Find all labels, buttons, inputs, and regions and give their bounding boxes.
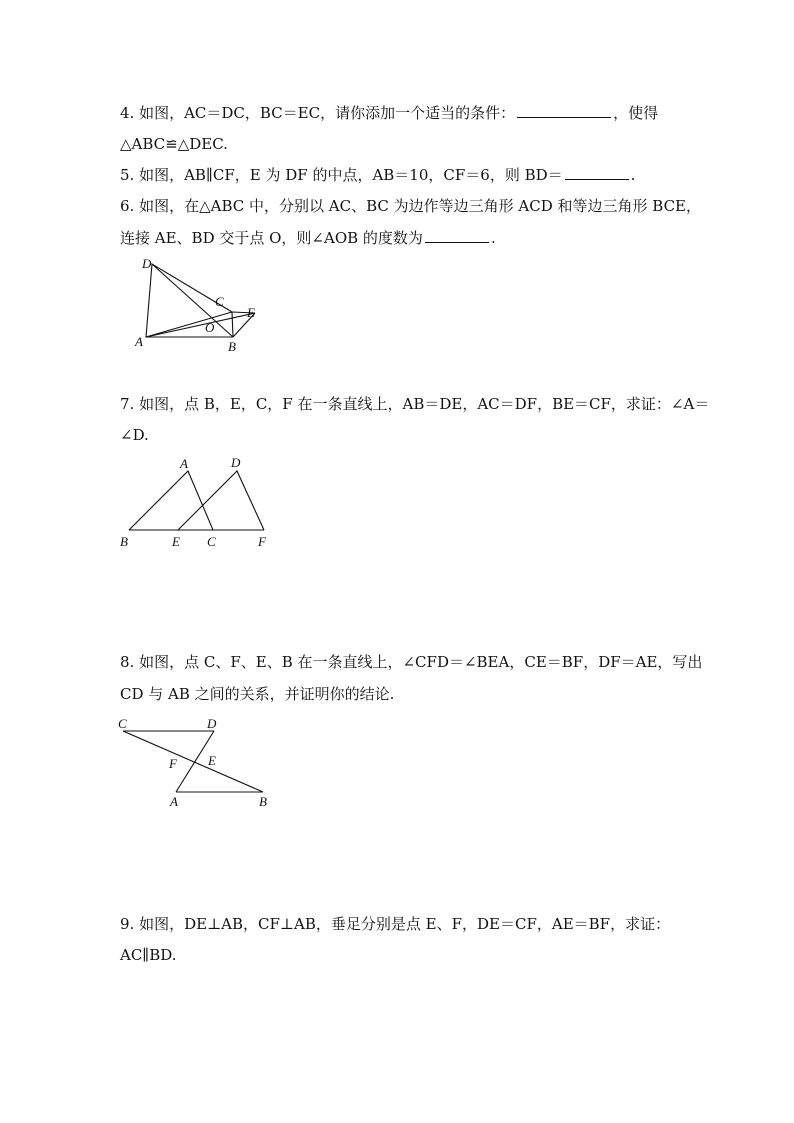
problem-7-line-1 <box>120 394 709 414</box>
label-d: D <box>231 455 241 470</box>
problem-4-answer-blank[interactable] <box>517 102 611 118</box>
problem-9-text-end: AC∥BD. <box>120 946 177 964</box>
label-d: D <box>207 716 217 731</box>
problem-8-line-2 <box>120 684 394 704</box>
label-e: E <box>172 534 180 549</box>
problem-7-line-2 <box>120 425 149 445</box>
label-c: C <box>215 294 224 309</box>
problem-8-number: 8. <box>120 653 135 671</box>
problem-5-number: 5. <box>120 166 135 184</box>
label-e: E <box>208 753 216 768</box>
problem-6-answer-blank[interactable] <box>425 227 489 243</box>
label-a: A <box>170 794 178 809</box>
problem-4-text: 如图，AC＝DC，BC＝EC，请你添加一个适当的条件： <box>139 104 516 122</box>
problem-5-text: 如图，AB∥CF，E 为 DF 的中点，AB＝10，CF＝6，则 BD＝ <box>139 166 563 184</box>
problem-9-line-2 <box>120 945 177 965</box>
problem-9-number: 9. <box>120 915 135 933</box>
figure-6-diagram <box>130 252 270 356</box>
problem-6-number: 6. <box>120 197 135 215</box>
problem-9-line-1 <box>120 914 670 934</box>
label-c: C <box>118 716 127 731</box>
problem-6-line-1 <box>120 196 701 216</box>
figure-7-diagram <box>115 452 280 552</box>
problem-8-text: 如图，点 C、F、E、B 在一条直线上，∠CFD＝∠BEA，CE＝BF，DF＝AE，写出 <box>139 653 703 671</box>
label-a: A <box>135 334 143 349</box>
problem-8-text-end: CD 与 AB 之间的关系，并证明你的结论. <box>120 685 395 703</box>
problem-6-text: 如图，在△ABC 中，分别以 AC、BC 为边作等边三角形 ACD 和等边三角形 BCE， <box>139 197 702 215</box>
problem-5-line-1 <box>120 164 635 185</box>
label-a: A <box>180 456 188 471</box>
label-f: F <box>169 756 177 771</box>
label-b: B <box>259 794 267 809</box>
problem-7-text-end: ∠D. <box>120 426 149 444</box>
label-d: D <box>142 256 152 271</box>
label-b: B <box>228 339 236 354</box>
problem-6-line-2 <box>120 227 496 248</box>
problem-4-text-cont: ，使得 <box>613 104 659 122</box>
problem-4-number: 4. <box>120 104 135 122</box>
problem-5-text-end: . <box>630 166 636 184</box>
problem-9-text: 如图，DE⊥AB，CF⊥AB，垂足分别是点 E、F，DE＝CF，AE＝BF，求证： <box>139 915 671 933</box>
label-e: E <box>247 305 255 320</box>
segment-cb <box>232 312 233 337</box>
label-b: B <box>120 534 128 549</box>
label-c: C <box>207 534 216 549</box>
problem-7-text: 如图，点 B，E，C，F 在一条直线上，AB＝DE，AC＝DF，BE＝CF，求证：∠A＝ <box>139 395 710 413</box>
triangle-abc <box>129 471 213 530</box>
problem-6-text-end: . <box>490 229 496 247</box>
problem-5-answer-blank[interactable] <box>565 164 629 180</box>
label-o: O <box>205 320 215 335</box>
segment-ae <box>146 313 255 337</box>
problem-4-line-2 <box>120 134 228 154</box>
problem-7-number: 7. <box>120 395 135 413</box>
label-f: F <box>258 534 266 549</box>
problem-4-text-end: △ABC≌△DEC. <box>120 135 228 153</box>
problem-8-line-1 <box>120 652 702 672</box>
triangle-def <box>178 471 264 530</box>
problem-6-text-cont: 连接 AE、BD 交于点 O，则∠AOB 的度数为 <box>120 229 423 247</box>
figure-8-diagram <box>113 712 278 812</box>
line-cb <box>123 731 263 792</box>
problem-4-line-1 <box>120 102 658 123</box>
